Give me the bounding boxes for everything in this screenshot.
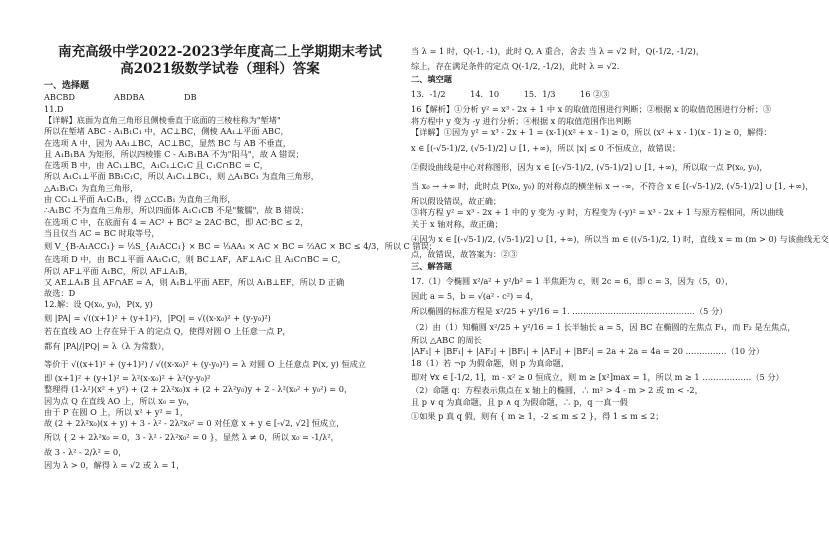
text-line: x ∈ [(-√5-1)/2, (√5-1)/2] ∪ [1, +∞)，所以 |x| ≤ 0 不恒成立，故错误； — [411, 142, 681, 153]
text-line: 当且仅当 AC = BC 时取等号， — [44, 227, 160, 238]
answers-group-3: DB — [184, 92, 197, 103]
text-line: 又 AE⊥A₁B 且 AF∩AE = A，则 A₁B⊥平面 AEF，所以 A₁B⊥EF，所以 D 正确 — [44, 276, 345, 287]
text-line: 因为点 Q 在直线 AO 上，所以 x₀ = y₀， — [44, 395, 195, 406]
section-heading-fill: 二、填空题 — [411, 73, 452, 84]
text-line: 当 λ = 1 时，Q(-1, -1)，此时 Q, A 重合，舍去 当 λ = √2 时，Q(-1/2, -1/2)， — [411, 46, 705, 56]
text-line: （2）由（1）知椭圆 x²/25 + y²/16 = 1 长半轴长 a = 5，因 BC 在椭圆的左焦点 F₁，而 F₂ 是左焦点， — [411, 321, 796, 332]
text-line: 故 (2 + 2λ²x₀)(x + y) + 3 - λ² - 2λ²x₀² = 0 对任意 x + y ∈ [-√2, √2] 恒成立， — [44, 418, 345, 429]
text-line: 且 p ∨ q 为真命题，且 p ∧ q 为假命题，∴ p，q 一真一假 — [411, 396, 628, 407]
text-line: 所以椭圆的标准方程是 x²/25 + y²/16 = 1. ………………………………………（5 分） — [411, 305, 728, 316]
text-line: 在选项 D 中，由 BC⊥平面 AA₁C₁C，则 BC⊥AF，AF⊥A₁C 且 A₁C∩BC = C， — [44, 254, 346, 265]
fill-blank-answers: 13．-1/2 14．10 15．1/3 16 ②③ — [411, 89, 610, 99]
text-line: 故 3 - λ² - 2/λ² = 0， — [44, 446, 127, 457]
text-line: 在选项 C 中，在底面有 4 = AC² + BC² ≥ 2AC·BC，即 AC·BC ≤ 2， — [44, 216, 309, 227]
text-line: 若在直线 AO 上存在异于 A 的定点 Q，使得对圆 O 上任意一点 P， — [44, 325, 291, 336]
right-column — [411, 0, 829, 560]
text-line: 17.（1）令椭圆 x²/a² + y²/b² = 1 半焦距为 c，则 2c = 6，即 c = 3，因为（5，0）， — [411, 276, 734, 286]
text-line: 所以 A₁C₁⊥平面 BB₁C₁C，所以 A₁C₁⊥BC₁，则 △A₁BC₁ 为直角三角形， — [44, 171, 319, 182]
text-line: 则 V_{B-A₁ACC₁} = ⅓S_{A₁ACC₁} × BC = ⅓AA₁ × AC × BC = ⅔AC × BC ≤ 4/3，所以 C 错误； — [44, 241, 437, 252]
text-line: 都有 |PA|/|PQ| = λ（λ 为常数）， — [44, 341, 170, 352]
text-line: 即对 ∀x ∈ [-1/2, 1]，m - x² ≥ 0 恒成立，则 m ≥ [x²]max = 1，所以 m ≥ 1 ………………（5 分） — [411, 372, 784, 382]
text-line: 即 (x+1)² + (y+1)² = λ²(x-x₀)² + λ²(y-y₀)² — [44, 373, 211, 384]
section-heading-choice: 一、选择题 — [44, 81, 90, 91]
q11-answer: 11.D — [44, 103, 64, 114]
text-line: 将方程中 y 变为 -y 进行分析；④根据 x 的取值范围作出判断 — [411, 115, 632, 126]
answers-group-2: ABDBA — [114, 92, 145, 103]
text-line: 则 |PA| = √((x+1)² + (y+1)²)，|PQ| = √((x-x₀)² + (y-y₀)²) — [44, 312, 271, 323]
text-line: ②假设曲线是中心对称图形，因为 x ∈ [(-√5-1)/2, (√5-1)/2] ∪ [1, +∞)，所以取一点 P(x₀, y₀)， — [411, 161, 768, 172]
text-line: 等价于 √((x+1)² + (y+1)²) / √((x-x₀)² + (y-y₀)²) = λ 对圆 O 上任意点 P(x, y) 恒成立 — [44, 359, 366, 370]
title-line-1: 南充高级中学2022-2023学年度高二上学期期末考试 — [58, 44, 382, 60]
title-line-2: 高2021级数学试卷（理科）答案 — [120, 61, 320, 77]
text-line: ③将方程 y² = x³ - 2x + 1 中的 y 变为 -y 时，方程变为 (-y)² = x³ - 2x + 1 与原方程相同，所以曲线 — [411, 207, 784, 217]
section-heading-solve: 三、解答题 — [411, 260, 452, 271]
text-line: 且 A₁B₁BA 为矩形，所以四棱锥 C - A₁B₁BA 不为"阳马"，故 A 错误； — [44, 148, 304, 159]
text-line: 所以 { 2 + 2λ²x₀ = 0，3 - λ² - 2λ²x₀² = 0 }，显然 λ ≠ 0，所以 x₀ = -1/λ²， — [44, 431, 339, 442]
text-line: 当 x₀ → +∞ 时，此时点 P(x₀, y₀) 的对称点的横坐标 x → -∞，不符合 x ∈ [(-√5-1)/2, (√5-1)/2] ∪ [1, +∞)， — [411, 180, 814, 191]
text-line: 因为 λ > 0，解得 λ = √2 或 λ = 1， — [44, 459, 185, 470]
answers-group-1: ABCBD — [44, 92, 75, 103]
text-line: 整理得 (1-λ²)(x² + y²) + (2 + 2λ²x₀)x + (2 + 2λ²y₀)y + 2 - λ²(x₀² + y₀²) = 0， — [44, 384, 353, 395]
text-line: 点，故错误，故答案为：②③ — [411, 249, 518, 259]
text-line: △A₁B₁C₁ 为直角三角形， — [44, 182, 139, 193]
text-line: （2）命题 q：方程表示焦点在 x 轴上的椭圆，∴ m² > 4 - m > 2 或 m < -2， — [411, 385, 703, 395]
text-line: 综上，存在满足条件的定点 Q(-1/2, -1/2)，此时 λ = √2． — [411, 60, 626, 71]
text-line: 所以 △ABC 的周长 — [411, 334, 482, 345]
text-line: 12.解：设 Q(x₀, y₀)，P(x, y) — [44, 299, 153, 310]
text-line: ∴A₁BC 不为直角三角形，所以四面体 A₁C₁CB 不是"鳖臑"，故 B 错误； — [44, 205, 309, 216]
text-line: ④因为 x ∈ [(-√5-1)/2, (√5-1)/2] ∪ [1, +∞)，所以当 m ∈ ((√5-1)/2, 1) 时，直线 x = m (m > 0) 与该曲线无交 — [411, 234, 829, 244]
text-line: 所以在堑堵 ABC - A₁B₁C₁ 中，AC⊥BC，侧棱 AA₁⊥平面 ABC， — [44, 126, 289, 137]
text-line: 18（1）若 ¬p 为假命题，则 p 为真命题， — [411, 357, 570, 368]
text-line: 关于 x 轴对称，故正确； — [411, 218, 503, 229]
text-line: 在选项 B 中，由 AC₁⊥BC，A₁C₁⊥C₁C 且 C₁C∩BC = C， — [44, 160, 268, 171]
text-line: 在选项 A 中，因为 AA₁⊥BC，AC⊥BC，显然 BC 与 AB 不垂直， — [44, 137, 292, 148]
text-line: 由 CC₁⊥平面 A₁C₁B₁，得 △CC₁B₁ 为直角三角形， — [44, 194, 236, 205]
text-line: 所以 AF⊥平面 A₁BC，所以 AF⊥A₁B， — [44, 265, 193, 276]
text-line: 【详解】①因为 y² = x³ - 2x + 1 = (x-1)(x² + x - 1) ≥ 0，所以 (x² + x - 1)(x - 1) ≥ 0，解得： — [411, 127, 772, 137]
text-line: 由于 P 在圆 O 上，所以 x² + y² = 1， — [44, 406, 189, 417]
text-line: 所以假设错误，故正确； — [411, 195, 502, 206]
choice-answers — [44, 92, 396, 103]
text-line: ①如果 p 真 q 假，则有 { m ≥ 1，-2 ≤ m ≤ 2 }，得 1 ≤ m ≤ 2； — [411, 411, 664, 421]
text-line: |AF₁| + |BF₁| + |AF₂| + |BF₁| + |AF₂| + |BF₂| = 2a + 2a = 4a = 20 ……………（10 分） — [411, 346, 765, 356]
text-line: 因此 a = 5，b = √(a² - c²) = 4， — [411, 291, 539, 301]
text-line: 【详解】底面为直角三角形且侧棱垂直于底面的三棱柱称为"堑堵" — [44, 115, 281, 125]
text-line: 故选：D — [44, 288, 76, 299]
text-line: 16【解析】①分析 y² = x³ - 2x + 1 中 x 的取值范围进行判断；②根据 x 的取值范围进行分析；③ — [411, 104, 772, 114]
